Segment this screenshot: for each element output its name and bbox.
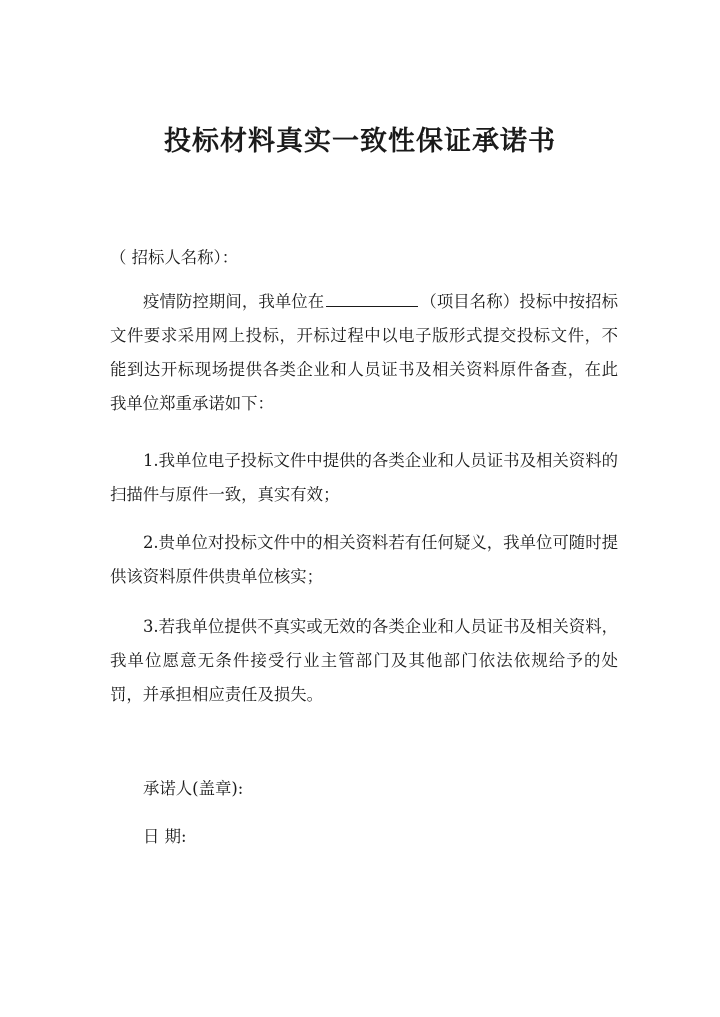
date-label: 日 期: <box>143 827 187 846</box>
commitment-item-3: 3.若我单位提供不真实或无效的各类企业和人员证书及相关资料，我单位愿意无条件接受行业主管部门及其他部门依法依规给予的处罚，并承担相应责任及损失。 <box>110 617 618 704</box>
commitment-item-2: 2.贵单位对投标文件中的相关资料若有任何疑义，我单位可随时提供该资料原件供贵单位核实； <box>110 533 618 586</box>
intro-paragraph <box>110 285 618 421</box>
recipient-line: （ 招标人名称）： <box>110 248 239 267</box>
commitment-item-1: 1.我单位电子投标文件中提供的各类企业和人员证书及相关资料的扫描件与原件一致，真实有效； <box>110 451 618 504</box>
project-name-blank <box>326 290 418 307</box>
signature-label: 承诺人(盖章): <box>143 779 244 798</box>
document-title: 投标材料真实一致性保证承诺书 <box>164 126 556 157</box>
intro-text-after-blank: （项目名称）投标中按招标文件要求采用网上投标，开标过程中以电子版形式提交投标文件，不能到达开标现场提供各类企业和人员证书及相关资料原件备查，在此我单位郑重承诺如下： <box>110 292 619 413</box>
intro-text-before-blank: 疫情防控期间，我单位在 <box>143 292 325 311</box>
